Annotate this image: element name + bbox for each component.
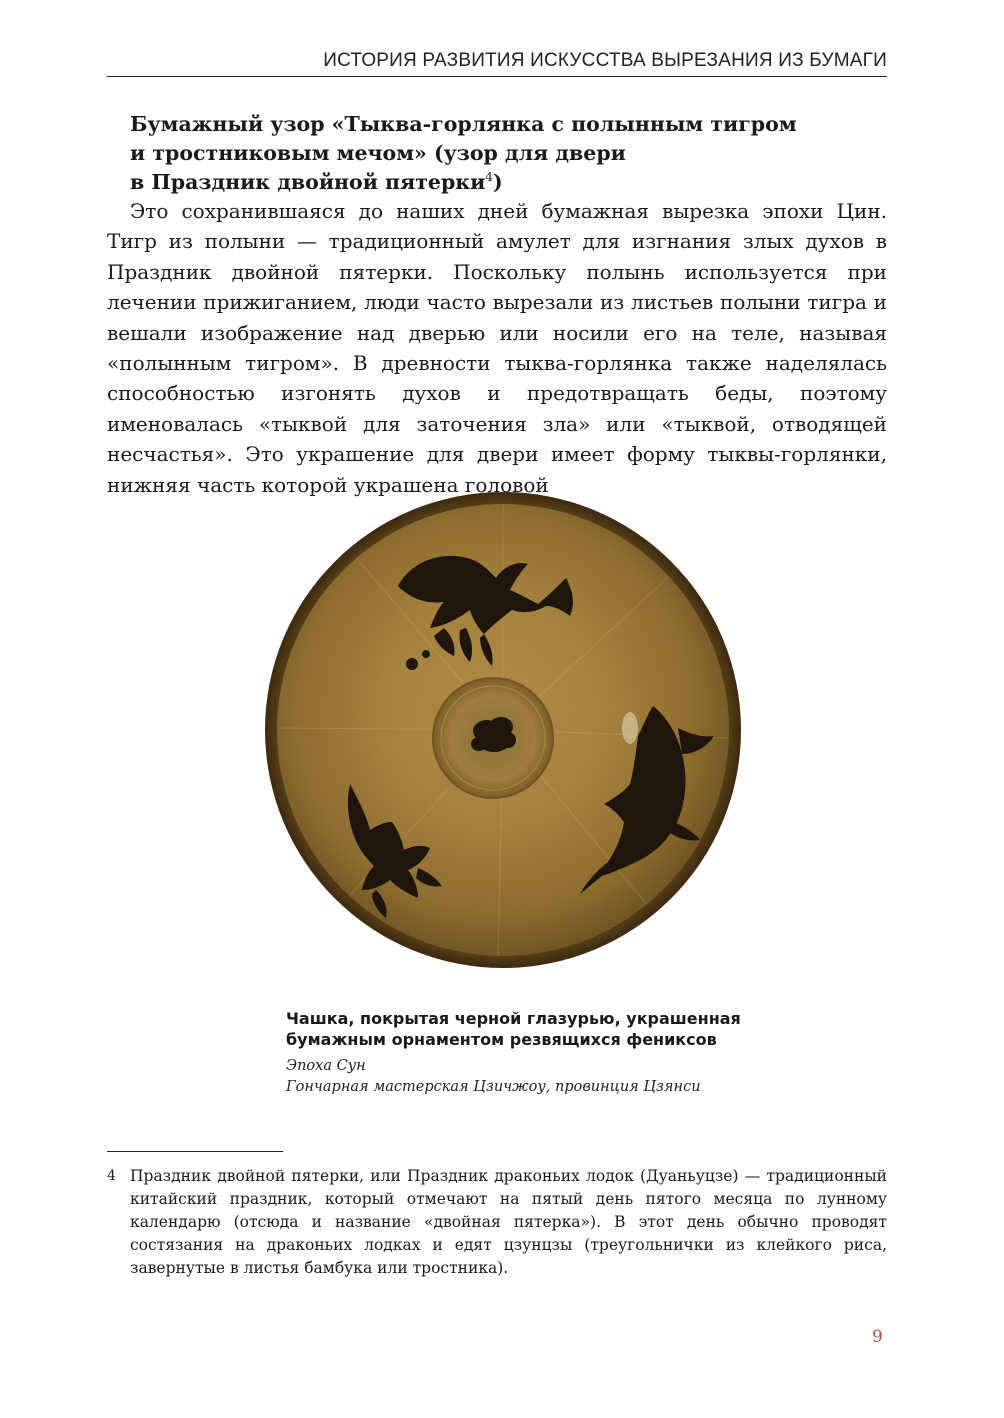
section-title: [130, 110, 830, 197]
title-line-2: и тростниковым мечом» (узор для двери: [130, 141, 626, 165]
title-line-3-text: в Праздник двойной пятерки: [130, 170, 486, 194]
page-number: 9: [872, 1327, 883, 1347]
footnote-divider: [107, 1151, 283, 1152]
bowl-photo: [258, 478, 748, 976]
footnote-text: Праздник двойной пятерки, или Праздник драконьих лодок (Дуаньуцзе) — традиционный китайский праздник, который отмечают на пятый день пятого месяца по лунному календарю (отсюда и название «двойная пятерка»). В этот день обычно проводят состязания на драконьих лодках и едят цзунцзы (треугольнички из клейкого риса, завернутые в листья бамбука или тростника).: [130, 1167, 887, 1277]
body-paragraph: Это сохранившаяся до наших дней бумажная вырезка эпохи Цин. Тигр из полыни — традиционный амулет для изгнания злых духов в Праздник двойной пятерки. Поскольку полынь используется при лечении прижиганием, люди часто вырезали из листьев полыни тигра и вешали изображение над дверью или носили его на теле, называя «полынным тигром». В древности тыква-горлянка также наделялась способностью изгонять духов и предотвращать беды, поэтому именовалась «тыквой для заточения зла» или «тыквой, отводящей несчастья». Это украшение для двери имеет форму тыквы-горлянки, нижняя часть которой украшена головой: [107, 199, 887, 497]
bowl-figure: [258, 478, 748, 976]
title-line-3: [130, 168, 830, 197]
footnote-ref[interactable]: 4: [485, 170, 493, 185]
figure-caption: [286, 1008, 806, 1098]
footnote: [107, 1165, 887, 1280]
caption-origin: Гончарная мастерская Цзичжоу, провинция Цзянси: [286, 1079, 701, 1095]
footnote-number: 4: [107, 1168, 116, 1184]
title-line-1: Бумажный узор «Тыква-горлянка с полынным тигром: [130, 112, 797, 136]
running-header: [107, 50, 887, 77]
caption-title: Чашка, покрытая черной глазурью, украшенная бумажным орнаментом резвящихся фениксов: [286, 1009, 741, 1049]
title-close-paren: ): [492, 170, 503, 194]
running-title: ИСТОРИЯ РАЗВИТИЯ ИСКУССТВА ВЫРЕЗАНИЯ ИЗ БУМАГИ: [323, 50, 887, 71]
caption-era: Эпоха Сун: [286, 1058, 366, 1074]
